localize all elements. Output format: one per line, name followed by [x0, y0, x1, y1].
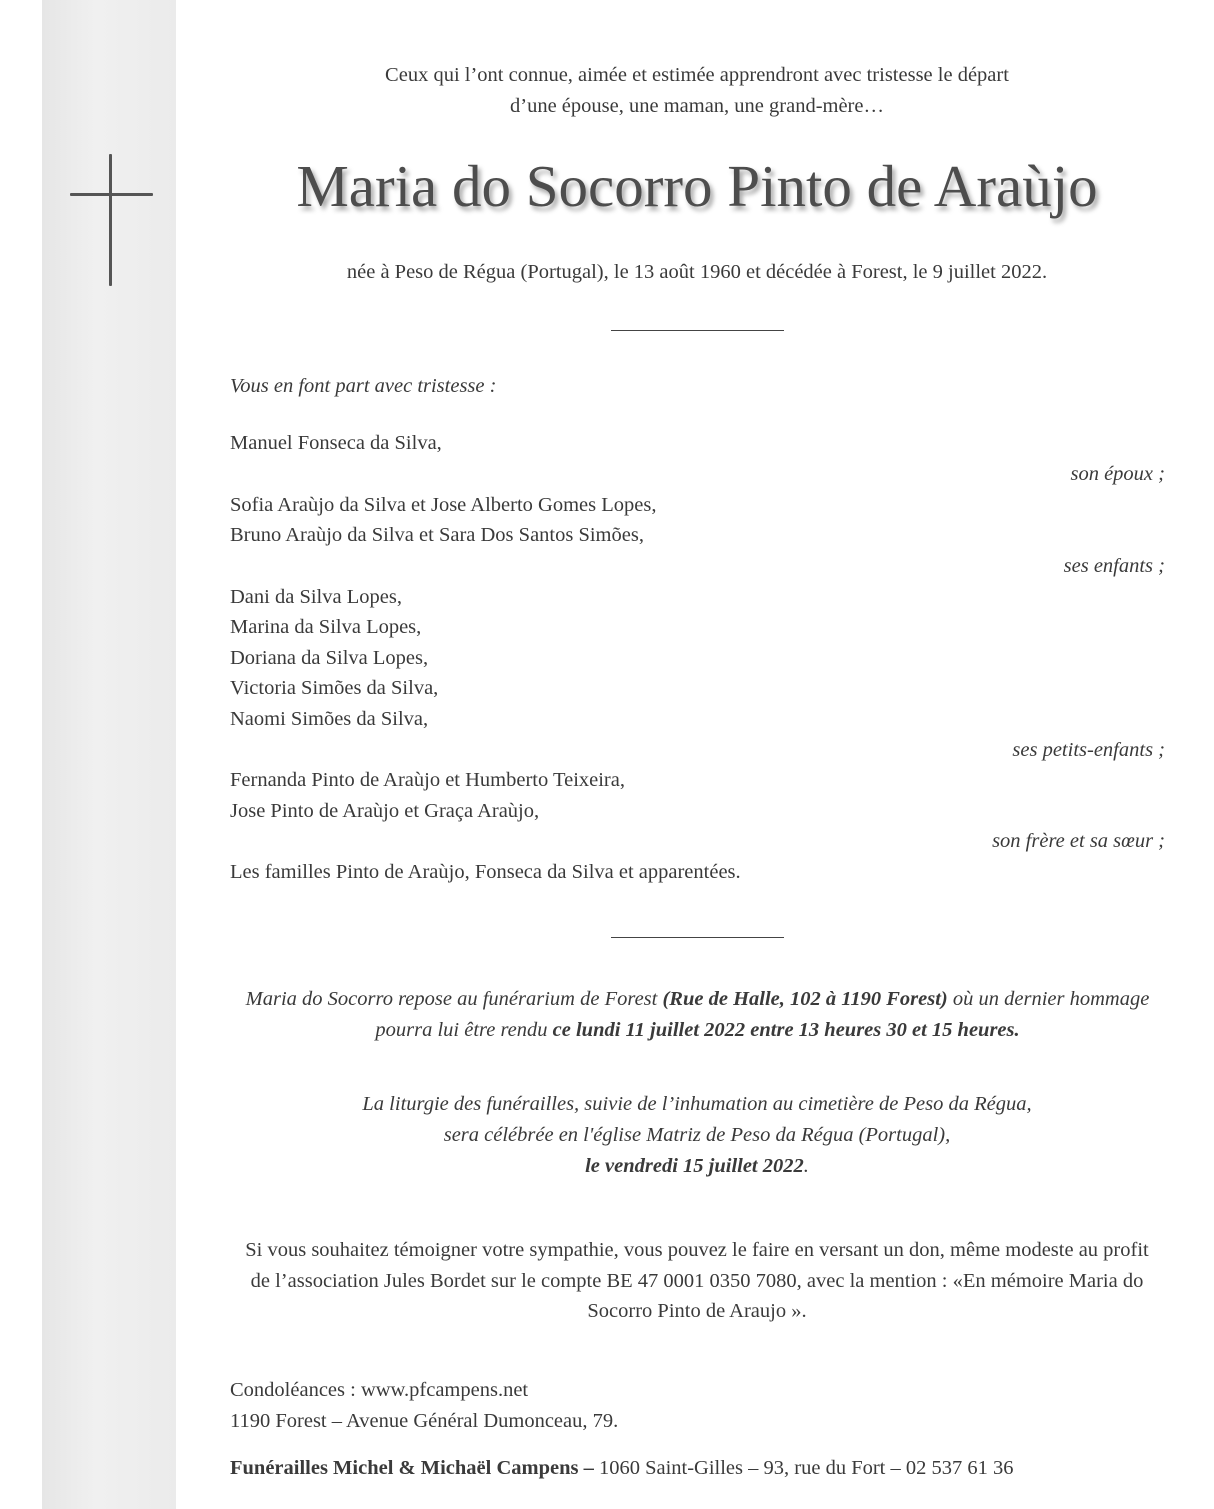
- families-line: Les familles Pinto de Araùjo, Fonseca da Silva et apparentées.: [230, 861, 741, 883]
- funerarium-address: 1190 Forest – Avenue Général Dumonceau, 79.: [230, 1410, 619, 1432]
- spouse-role: son époux ;: [1070, 463, 1165, 485]
- grandchild-name: Marina da Silva Lopes,: [230, 616, 422, 638]
- sibling-name: Jose Pinto de Araùjo et Graça Araùjo,: [230, 800, 540, 822]
- intro-line-2: d’une épouse, une maman, une grand-mère…: [510, 95, 884, 117]
- liturgy-paragraph: [240, 1089, 1154, 1182]
- donation-paragraph: Si vous souhaitez témoigner votre sympathie, vous pouvez le faire en versant un don, même modeste au profit de l’association Jules Bordet sur le compte BE 47 0001 0350 7080, avec la mention : «En mémoire Maria do Socorro Pinto de Araujo ».: [245, 1239, 1149, 1322]
- sibling-name: Fernanda Pinto de Araùjo et Humberto Teixeira,: [230, 769, 625, 791]
- siblings-role: son frère et sa sœur ;: [992, 830, 1165, 852]
- intro-text: [240, 60, 1154, 122]
- deceased-name: Maria do Socorro Pinto de Araùjo: [296, 153, 1098, 219]
- liturgy-date: le vendredi 15 juillet 2022: [585, 1155, 804, 1177]
- visitation-text: où un dernier hommage pourra lui être rendu: [375, 988, 1150, 1041]
- grandchildren-role: ses petits-enfants ;: [1012, 739, 1165, 761]
- liturgy-line-2: sera célébrée en l'église Matriz de Peso da Régua (Portugal),: [443, 1124, 951, 1146]
- separator: [611, 937, 784, 938]
- separator: [611, 330, 784, 331]
- visitation-datetime: ce lundi 11 juillet 2022 entre 13 heures 30 et 15 heures.: [552, 1019, 1020, 1041]
- liturgy-line-1: La liturgie des funérailles, suivie de l’inhumation au cimetière de Peso da Régua,: [362, 1093, 1032, 1115]
- grandchild-name: Naomi Simões da Silva,: [230, 708, 429, 730]
- child-name: Sofia Araùjo da Silva et Jose Alberto Gomes Lopes,: [230, 494, 657, 516]
- condolences-line: Condoléances : www.pfcampens.net: [230, 1379, 529, 1401]
- visitation-paragraph: [225, 984, 1170, 1046]
- visitation-text: Maria do Socorro repose au funérarium de Forest: [245, 988, 663, 1010]
- visitation-address: (Rue de Halle, 102 à 1190 Forest): [662, 988, 948, 1010]
- birth-death-line: née à Peso de Régua (Portugal), le 13 août 1960 et décédée à Forest, le 9 juillet 2022.: [346, 261, 1048, 283]
- company-line: [230, 1457, 1014, 1480]
- child-name: Bruno Araùjo da Silva et Sara Dos Santos Simões,: [230, 524, 644, 546]
- liturgy-line-3: [240, 1151, 1154, 1182]
- children-role: ses enfants ;: [1063, 555, 1165, 577]
- grandchild-name: Dani da Silva Lopes,: [230, 586, 402, 608]
- intro-line-1: Ceux qui l’ont connue, aimée et estimée apprendront avec tristesse le départ: [385, 64, 1009, 86]
- liturgy-end: .: [803, 1155, 809, 1177]
- grandchild-name: Victoria Simões da Silva,: [230, 677, 439, 699]
- spouse-name: Manuel Fonseca da Silva,: [230, 432, 442, 454]
- company-details: 1060 Saint-Gilles – 93, rue du Fort – 02 537 61 36: [593, 1457, 1014, 1479]
- company-name: Funérailles Michel & Michaël Campens –: [230, 1457, 594, 1479]
- grandchild-name: Doriana da Silva Lopes,: [230, 647, 429, 669]
- announcement-lead: Vous en font part avec tristesse :: [230, 375, 497, 397]
